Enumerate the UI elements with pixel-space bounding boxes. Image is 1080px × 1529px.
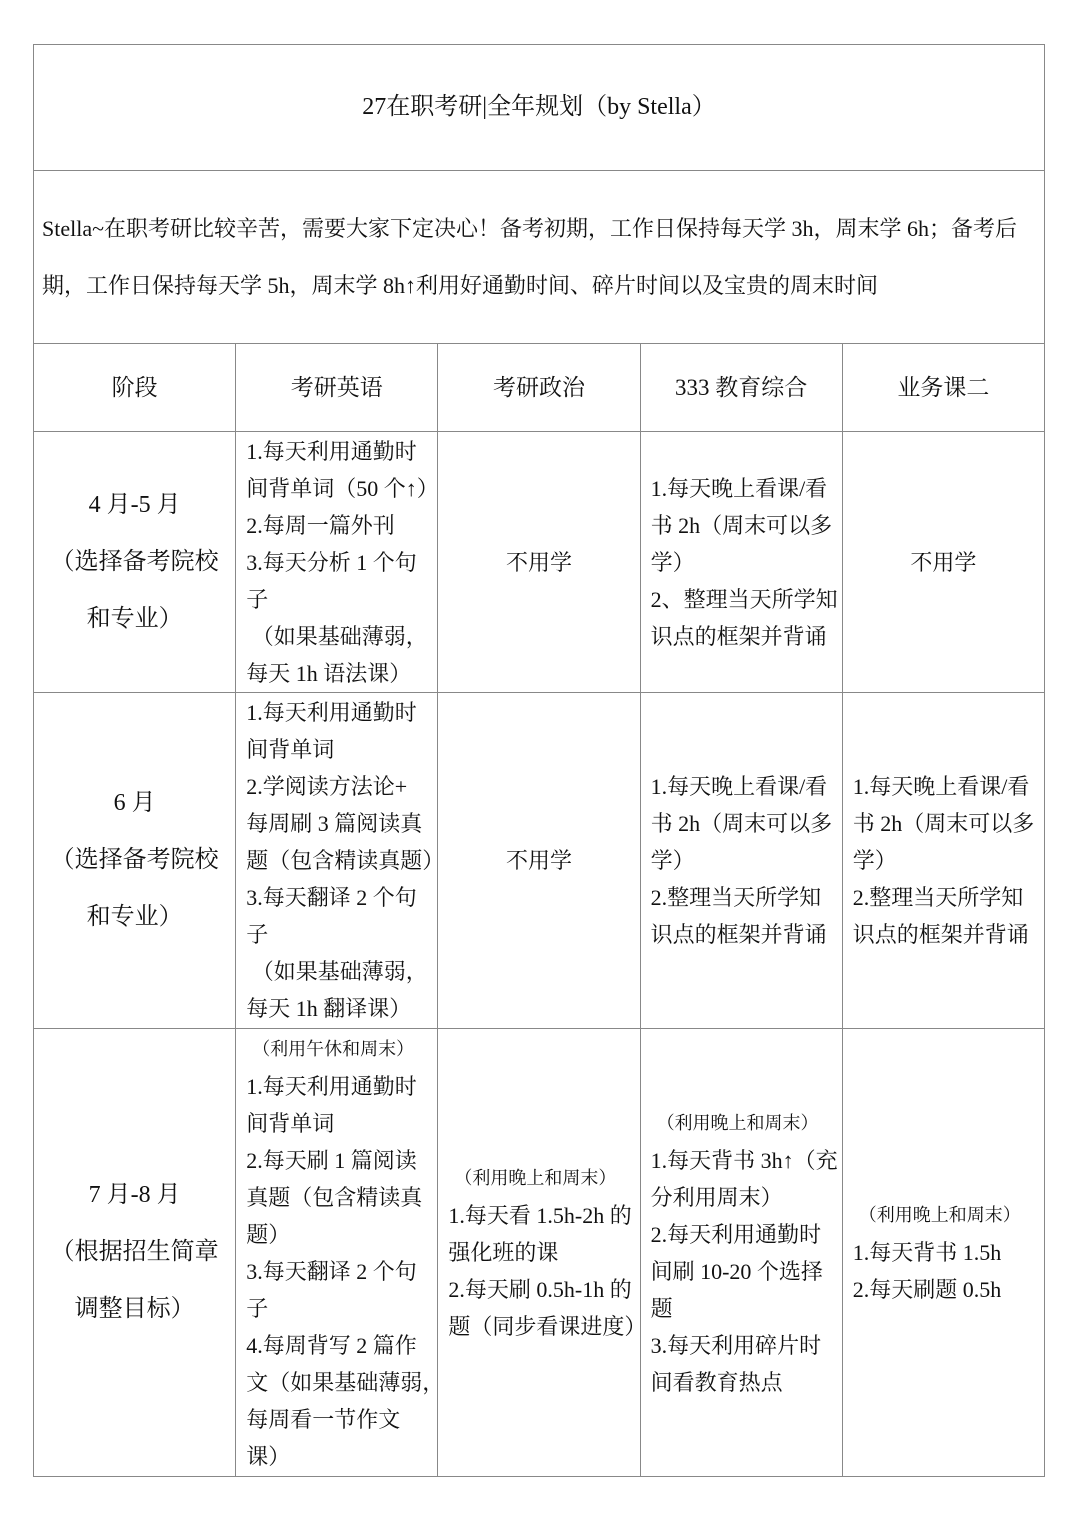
stage-cell (34, 1029, 236, 1477)
cell-education (640, 1029, 842, 1477)
cell-line: 2.整理当天所学知 (852, 885, 1024, 910)
cell-line: 每天 1h 语法课） (246, 660, 412, 686)
cell-line: 1.每天背书 1.5h (852, 1240, 1002, 1265)
cell-line: 1.每天晚上看课/看 (852, 774, 1030, 799)
cell-line: 1.每天晚上看课/看 (650, 774, 828, 799)
cell-line: 1.每天晚上看课/看 (650, 475, 828, 501)
cell-line: 2.整理当天所学知 (650, 885, 822, 910)
cell-line: 2、整理当天所学知 (650, 586, 838, 612)
cell-line: 2.每天利用通勤时 (650, 1221, 822, 1247)
cell-politics (438, 693, 640, 1029)
stage-line: 4 月-5 月 (88, 491, 181, 518)
stage-cell (34, 432, 236, 693)
cell-english (236, 432, 438, 693)
cell-note: （利用晚上和周末） (454, 1168, 617, 1188)
cell-line: 每周看一节作文 (246, 1406, 401, 1432)
cell-line: 3.每天利用碎片时 (650, 1332, 822, 1358)
cell-line: 3.每天分析 1 个句 (246, 549, 417, 575)
cell-line: 子 (246, 922, 269, 947)
cell-education (640, 693, 842, 1029)
cell-line: 3.每天翻译 2 个句 (246, 885, 417, 910)
cell-line: 识点的框架并背诵 (650, 922, 827, 947)
cell-line: 课） (246, 1443, 291, 1469)
cell-line: 3.每天翻译 2 个句 (246, 1258, 417, 1284)
cell-line: 2.学阅读方法论+ (246, 774, 408, 799)
cell-line: 子 (246, 1295, 269, 1321)
stage-line: （选择备考院校 (50, 847, 219, 873)
cell-line: 2.每天刷题 0.5h (852, 1277, 1002, 1302)
cell-line: 2.每天刷 1 篇阅读 (246, 1147, 417, 1173)
stage-line: 6 月 (113, 790, 156, 816)
cell-subject-two (842, 693, 1044, 1029)
cell-line: 分利用周末） (650, 1184, 783, 1210)
cell-note: （利用午休和周末） (252, 1038, 415, 1059)
cell-line: 不用学 (505, 549, 572, 575)
header-politics: 考研政治 (438, 344, 640, 432)
intro-text: Stella~在职考研比较辛苦，需要大家下定决心！备考初期，工作日保持每天学 3h，周末学 6h；备考后期，工作日保持每天学 5h，周末学 8h↑利用好通勤时间、碎片时间以及宝贵的周末时间 (34, 171, 1045, 344)
cell-note: （利用晚上和周末） (858, 1205, 1021, 1225)
stage-line: 和专业） (86, 904, 183, 930)
cell-note: （利用晚上和周末） (656, 1112, 819, 1133)
cell-politics (438, 1029, 647, 1477)
cell-line: 1.每天利用通勤时 (246, 700, 417, 725)
header-stage: 阶段 (34, 344, 236, 432)
stage-line: 和专业） (86, 605, 183, 632)
cell-line: 间背单词（50 个↑） (246, 475, 439, 501)
cell-line: 书 2h（周末可以多 (852, 811, 1035, 836)
cell-english (236, 1029, 445, 1477)
stage-cell (34, 693, 236, 1029)
header-row (34, 344, 1045, 432)
cell-line: 1.每天看 1.5h-2h 的 (448, 1203, 632, 1228)
cell-english (236, 693, 445, 1029)
cell-education (640, 432, 842, 693)
cell-line: 题） (246, 1221, 291, 1247)
header-education: 333 教育综合 (640, 344, 842, 432)
stage-line: 7 月-8 月 (88, 1182, 181, 1208)
table-row (34, 693, 1045, 1029)
cell-line: 学） (650, 549, 695, 575)
cell-line: 题（包含精读真题） (246, 848, 445, 873)
cell-line: 不用学 (910, 549, 977, 575)
cell-line: 间刷 10-20 个选择 (650, 1258, 823, 1284)
cell-line: 间背单词 (246, 1110, 335, 1136)
cell-line: 学） (650, 848, 695, 873)
cell-line: 2.每周一篇外刊 (246, 512, 395, 538)
header-subject-two: 业务课二 (842, 344, 1044, 432)
cell-line: 真题（包含精读真 (246, 1184, 423, 1210)
cell-line: 书 2h（周末可以多 (650, 512, 833, 538)
cell-line: 1.每天背书 3h↑（充 (650, 1147, 838, 1173)
cell-line: （如果基础薄弱， (246, 623, 428, 649)
cell-line: 题 (650, 1295, 673, 1321)
page-title: 27在职考研|全年规划（by Stella） (34, 45, 1045, 171)
cell-line: 识点的框架并背诵 (852, 922, 1029, 947)
cell-politics (438, 432, 640, 693)
header-english: 考研英语 (236, 344, 438, 432)
stage-line: 调整目标） (74, 1296, 195, 1322)
cell-line: （如果基础薄弱， (246, 959, 428, 984)
cell-line: 1.每天利用通勤时 (246, 1073, 417, 1099)
stage-line: （选择备考院校 (50, 548, 219, 575)
table-row (34, 1029, 1045, 1477)
cell-line: 强化班的课 (448, 1240, 559, 1265)
stage-line: （根据招生简章 (50, 1239, 219, 1265)
cell-line: 2.每天刷 0.5h-1h 的 (448, 1277, 632, 1302)
table-row (34, 432, 1045, 693)
cell-line: 书 2h（周末可以多 (650, 811, 833, 836)
cell-subject-two (842, 432, 1044, 693)
cell-line: 文（如果基础薄弱， (246, 1369, 445, 1395)
cell-line: 间看教育热点 (650, 1369, 783, 1395)
cell-line: 1.每天利用通勤时 (246, 438, 417, 464)
plan-table (33, 44, 1045, 1477)
cell-line: 学） (852, 848, 897, 873)
cell-line: 识点的框架并背诵 (650, 623, 827, 649)
cell-line: 子 (246, 586, 269, 612)
cell-line: 题（同步看课进度） (448, 1314, 647, 1339)
cell-line: 每天 1h 翻译课） (246, 996, 412, 1021)
cell-line: 4.每周背写 2 篇作 (246, 1332, 417, 1358)
cell-line: 不用学 (505, 848, 572, 873)
cell-subject-two (842, 1029, 1044, 1477)
cell-line: 间背单词 (246, 737, 335, 762)
cell-line: 每周刷 3 篇阅读真 (246, 811, 423, 836)
